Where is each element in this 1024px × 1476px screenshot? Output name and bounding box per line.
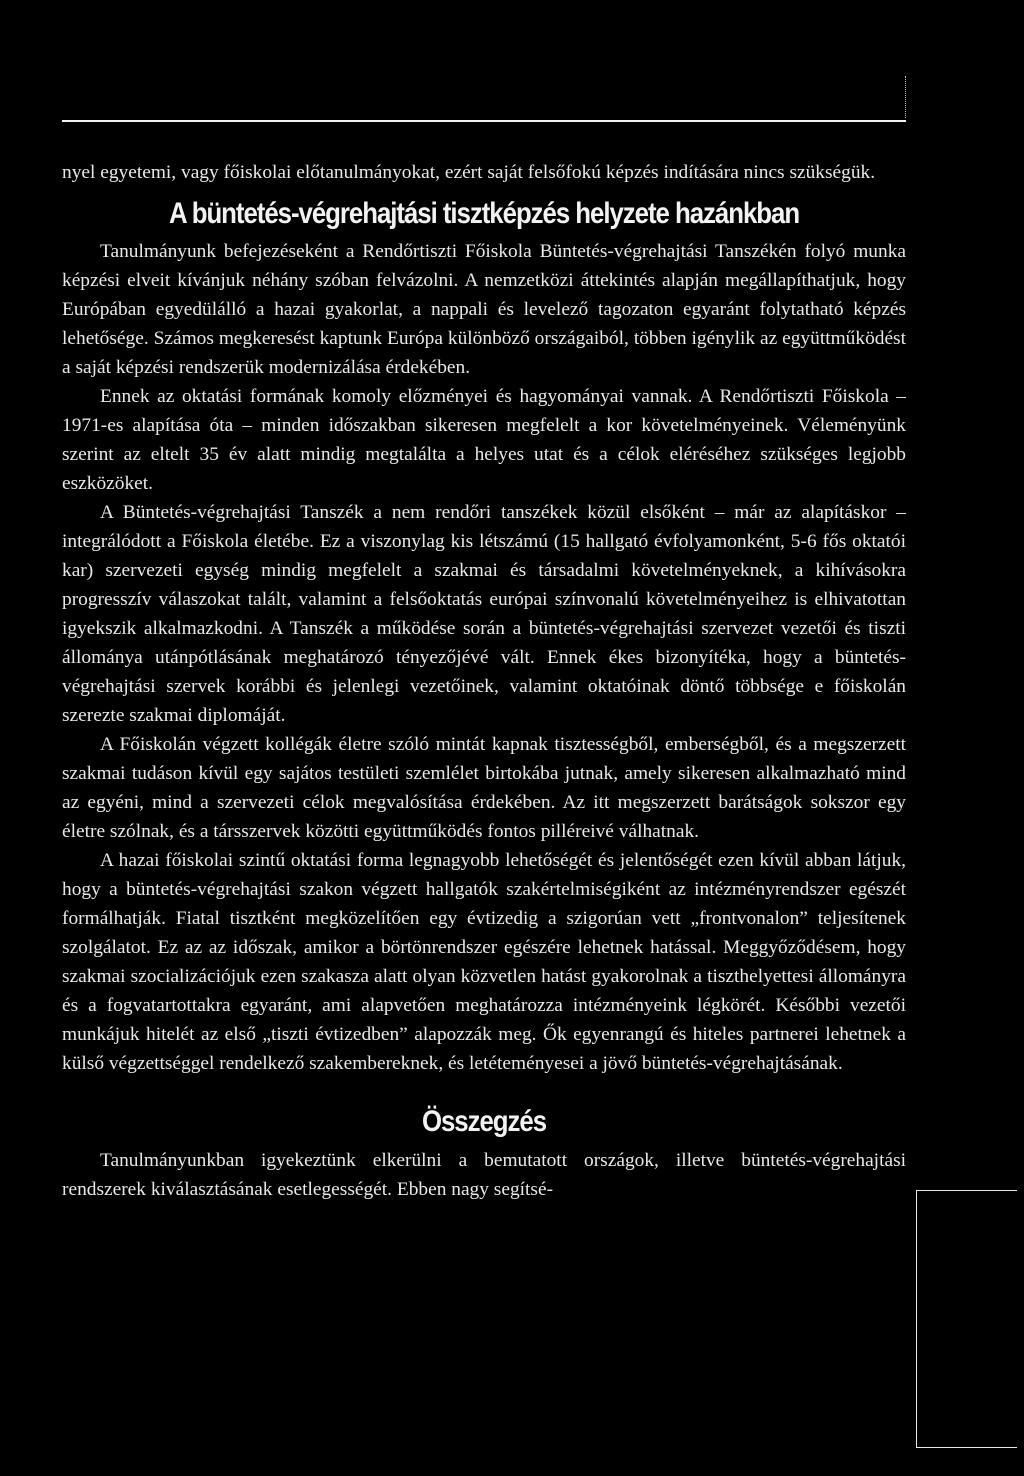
margin-frame <box>916 1190 1017 1448</box>
margin-tick-mark <box>905 76 907 118</box>
section-paragraph-3: A Büntetés-végrehajtási Tanszék a nem rendőri tanszékek közül elsőként – már az alapításkor – integrálódott a Főiskola életébe. Ez a viszonylag kis létszámú (15 hallgató évfolyamonként, 5-6 fős oktatói kar) szervezeti egység mindig megfelelt a szakmai és társadalmi követelményeknek, a kihívásokra progresszív válaszokat talált, valamint a felsőoktatás európai színvonalú követelményeihez is elhivatottan igyekszik alkalmazkodni. A Tanszék a működése során a büntetés-végrehajtási szervezet vezetői és tiszti állománya utánpótlásának meghatározó tényezőjévé vált. Ennek ékes bizonyítéka, hogy a büntetés-végrehajtási szervek korábbi és jelenlegi vezetőinek, valamint oktatóinak döntő többsége e főiskolán szerezte szakmai diplomáját. <box>62 502 906 726</box>
summary-paragraph: Tanulmányunkban igyekeztünk elkerülni a bemutatott országok, illetve büntetés-végrehajtási rendszerek kiválasztásának esetlegességét. Ebben nagy segítsé- <box>62 1150 906 1200</box>
section-heading: A büntetés-végrehajtási tisztképzés helyzete hazánkban <box>168 197 800 230</box>
page-body <box>62 158 906 1204</box>
summary-heading: Összegzés <box>421 1105 547 1138</box>
section-paragraph-1: Tanulmányunk befejezéseként a Rendőrtiszti Főiskola Büntetés-végrehajtási Tanszékén folyó munka képzési elveit kívánjuk néhány szóban felvázolni. A nemzetközi áttekintés alapján megállapíthatjuk, hogy Európában egyedülálló a hazai gyakorlat, a nappali és levelező tagozaton egyaránt folytatható képzés lehetősége. Számos megkeresést kaptunk Európa különböző országaiból, többen igénylik az együttműködést a saját képzési rendszerük modernizálása érdekében. <box>62 241 906 378</box>
section-paragraph-2: Ennek az oktatási formának komoly előzményei és hagyományai vannak. A Rendőrtiszti Főiskola – 1971-es alapítása óta – minden időszakban sikeresen megfelelt a kor követelményeinek. Véleményünk szerint az eltelt 35 év alatt mindig megtalálta a helyes utat és a célok eléréséhez szükséges legjobb eszközöket. <box>62 386 906 494</box>
section-paragraph-4: A Főiskolán végzett kollégák életre szóló mintát kapnak tisztességből, emberségből, és a megszerzett szakmai tudáson kívül egy sajátos testületi szemlélet birtokába jutnak, amely sikeresen alkalmazható mind az egyéni, mind a szervezeti célok megvalósítása érdekében. Az itt megszerzett barátságok sokszor egy életre szólnak, és a társszervek közötti együttműködés fontos pilléreivé válhatnak. <box>62 734 906 842</box>
continuation-paragraph: nyel egyetemi, vagy főiskolai előtanulmányokat, ezért saját felsőfokú képzés indítására nincs szükségük. <box>62 162 876 183</box>
section-paragraph-5: A hazai főiskolai szintű oktatási forma legnagyobb lehetőségét és jelentőségét ezen kívül abban látjuk, hogy a büntetés-végrehajtási szakon végzett hallgatók szakértelmiségiként az intézményrendszer egészét formálhatják. Fiatal tisztként megközelítően egy évtizedig a szigorúan vett „frontvonalon” teljesítenek szolgálatot. Ez az az időszak, amikor a börtönrendszer egészére lehetnek hatással. Meggyőződésem, hogy szakmai szocializációjuk ezen szakasza alatt olyan közvetlen hatást gyakorolnak a tiszthelyettesi állományra és a fogvatartottakra egyaránt, ami alapvetően meghatározza intézményeink légkörét. Későbbi vezetői munkájuk hitelét az első „tiszti évtizedben” alapozzák meg. Ők egyenrangú és hiteles partnerei lehetnek a külső végzettséggel rendelkező szakembereknek, és letéteményesei a jövő büntetés-végrehajtásának. <box>62 850 906 1074</box>
header-rule <box>62 120 906 122</box>
